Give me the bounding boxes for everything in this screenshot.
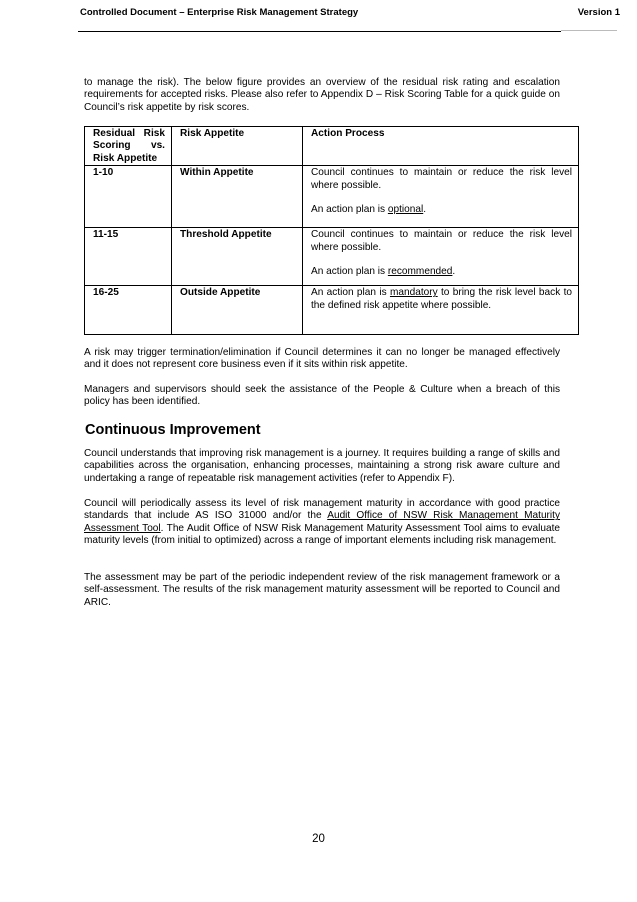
intro-paragraph: to manage the risk). The below figure provides an overview of the residual risk rating and escalation requirements for accepted risks. Please also refer to Appendix D – Risk Scoring Table for a quick guide on Council’s risk appetite by risk scores. (84, 77, 560, 113)
termination-block (84, 347, 560, 372)
risk-appetite-cell: Within Appetite (172, 166, 303, 228)
ci-paragraph-2-block (84, 498, 560, 548)
ci-paragraph-1-block (84, 448, 560, 485)
ci-paragraph-1: Council understands that improving risk management is a journey. It requires building a range of skills and capabilities across the organisation, enhancing processes, maintaining a strong risk aware culture and undertaking a range of repeatable risk management activities (refer to Appendix F). (84, 448, 560, 484)
action-text: Council continues to maintain or reduce the risk level where possible. (311, 229, 572, 253)
action-plan-text: An action plan is optional. (311, 204, 427, 216)
ci-paragraph-2: Council will periodically assess its level of risk management maturity in accordance with good practice standards that include AS ISO 31000 and/or the Audit Office of NSW Risk Management Maturity Assessment Tool. The Audit Office of NSW Risk Management Maturity Assessment Tool aims to evaluate maturity levels (from initial to optimized) across a range of important elements including risk management. (84, 498, 561, 547)
header-rule-tail (561, 30, 617, 31)
page-header (80, 7, 620, 23)
table-header-cell: Residual Risk Scoring vs. Risk Appetite (85, 127, 172, 166)
managers-paragraph: Managers and supervisors should seek the assistance of the People & Culture when a breach of this policy has been identified. (84, 384, 560, 408)
risk-score-cell: 16-25 (85, 286, 172, 335)
ci-paragraph-3-block (84, 572, 560, 609)
audit-office-tool-link[interactable]: Audit Office of NSW Risk Management Maturity Assessment Tool (84, 510, 561, 534)
action-plan-text: An action plan is mandatory to bring the risk level back to the defined risk appetite where possible. (311, 287, 572, 311)
table-header-row (85, 127, 579, 166)
header-document-title: Controlled Document – Enterprise Risk Management Strategy (80, 7, 359, 18)
table-row (85, 166, 579, 228)
action-text: Council continues to maintain or reduce the risk level where possible. (311, 167, 572, 191)
header-version: Version 1 (577, 7, 620, 18)
header-rule (78, 31, 561, 32)
intro-block (84, 77, 560, 114)
managers-block (84, 384, 560, 409)
ci-paragraph-3: The assessment may be part of the periodic independent review of the risk management framework or a self-assessment. The results of the risk management maturity assessment will be reported to Council and ARIC. (84, 572, 560, 608)
table-row (85, 228, 579, 286)
table-header-cell: Risk Appetite (172, 127, 303, 166)
action-plan-text: An action plan is recommended. (311, 266, 456, 278)
action-process-cell (303, 166, 579, 228)
termination-paragraph: A risk may trigger termination/elimination if Council determines it can no longer be managed effectively and it does not represent core business even if it sits within risk appetite. (84, 347, 560, 371)
action-process-cell (303, 228, 579, 286)
action-process-cell (303, 286, 579, 335)
table-header-cell: Action Process (303, 127, 579, 166)
action-plan-level: recommended (387, 266, 453, 278)
risk-appetite-cell: Outside Appetite (172, 286, 303, 335)
risk-appetite-cell: Threshold Appetite (172, 228, 303, 286)
risk-appetite-table (84, 126, 579, 335)
risk-score-cell: 11-15 (85, 228, 172, 286)
action-plan-level: optional (387, 204, 424, 216)
page-number: 20 (312, 833, 325, 845)
section-heading: Continuous Improvement (85, 422, 261, 438)
action-plan-level: mandatory (389, 287, 438, 299)
table-row (85, 286, 579, 335)
risk-score-cell: 1-10 (85, 166, 172, 228)
